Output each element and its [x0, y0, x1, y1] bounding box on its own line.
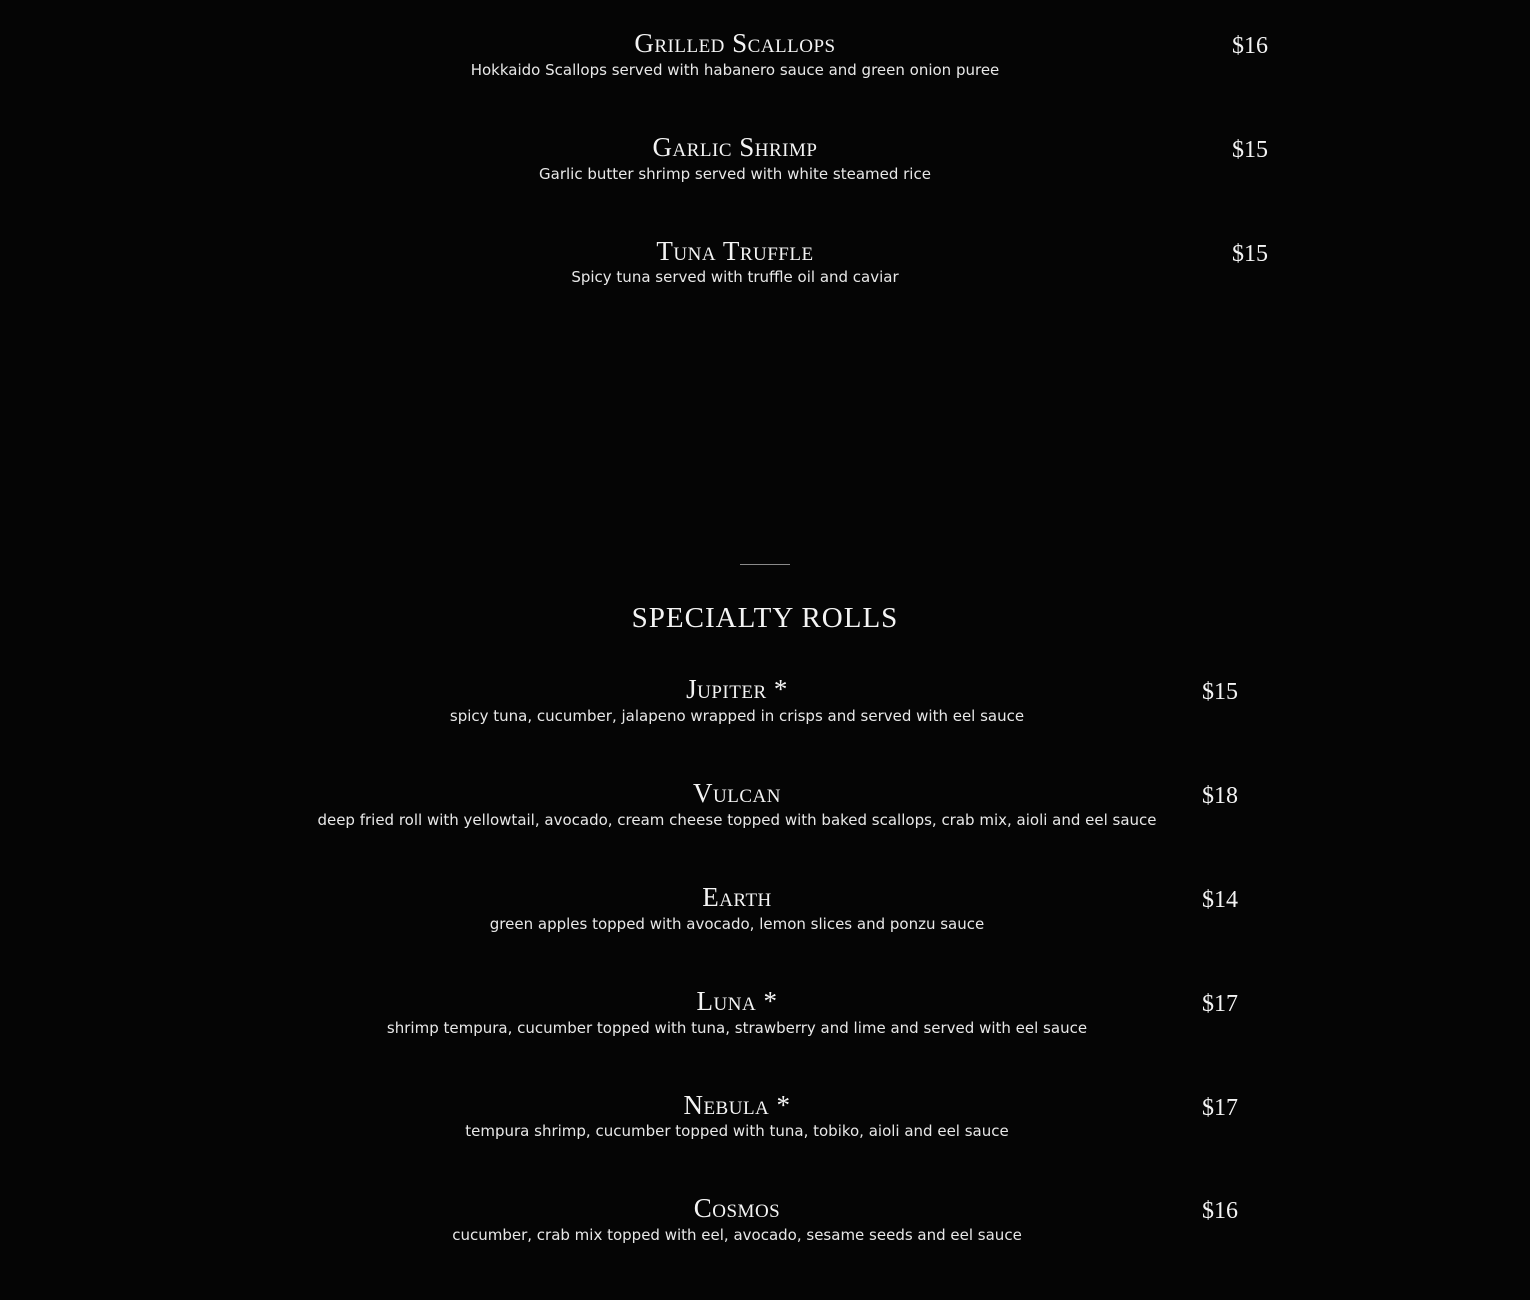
item-description: spicy tuna, cucumber, jalapeno wrapped in crisps and served with eel sauce: [449, 707, 1025, 725]
item-description: shrimp tempura, cucumber topped with tuna, strawberry and lime and served with eel sauce: [386, 1019, 1088, 1037]
item-price: $17: [1202, 991, 1238, 1017]
section-title-specialty-rolls: SPECIALTY ROLLS: [631, 602, 899, 634]
item-description: cucumber, crab mix topped with eel, avocado, sesame seeds and eel sauce: [452, 1226, 1022, 1244]
item-description: Hokkaido Scallops served with habanero sauce and green onion puree: [470, 61, 1000, 79]
item-description: green apples topped with avocado, lemon slices and ponzu sauce: [489, 915, 985, 933]
item-price: $18: [1202, 783, 1238, 809]
item-name: Vulcan: [693, 778, 781, 808]
item-name: Grilled Scallops: [634, 28, 836, 58]
item-price: $16: [1232, 33, 1268, 59]
item-price: $15: [1202, 679, 1238, 705]
item-name: Cosmos: [693, 1193, 781, 1223]
item-price: $15: [1232, 241, 1268, 267]
item-price: $14: [1202, 887, 1238, 913]
item-name: Tuna Truffle: [656, 236, 814, 266]
item-price: $17: [1202, 1095, 1238, 1121]
item-description: Garlic butter shrimp served with white steamed rice: [539, 165, 931, 183]
item-price: $15: [1232, 137, 1268, 163]
item-description: deep fried roll with yellowtail, avocado, cream cheese topped with baked scallops, crab mix, aioli and eel sauce: [317, 811, 1157, 829]
item-name: Earth: [702, 882, 772, 912]
item-name: Luna *: [696, 986, 778, 1016]
item-name: Garlic Shrimp: [652, 132, 818, 162]
item-price: $16: [1202, 1198, 1238, 1224]
item-description: tempura shrimp, cucumber topped with tuna, tobiko, aioli and eel sauce: [465, 1122, 1009, 1140]
item-name: Nebula *: [683, 1090, 791, 1120]
item-name: Jupiter *: [686, 674, 788, 704]
item-description: Spicy tuna served with truffle oil and caviar: [571, 268, 899, 286]
section-divider: [740, 564, 790, 565]
